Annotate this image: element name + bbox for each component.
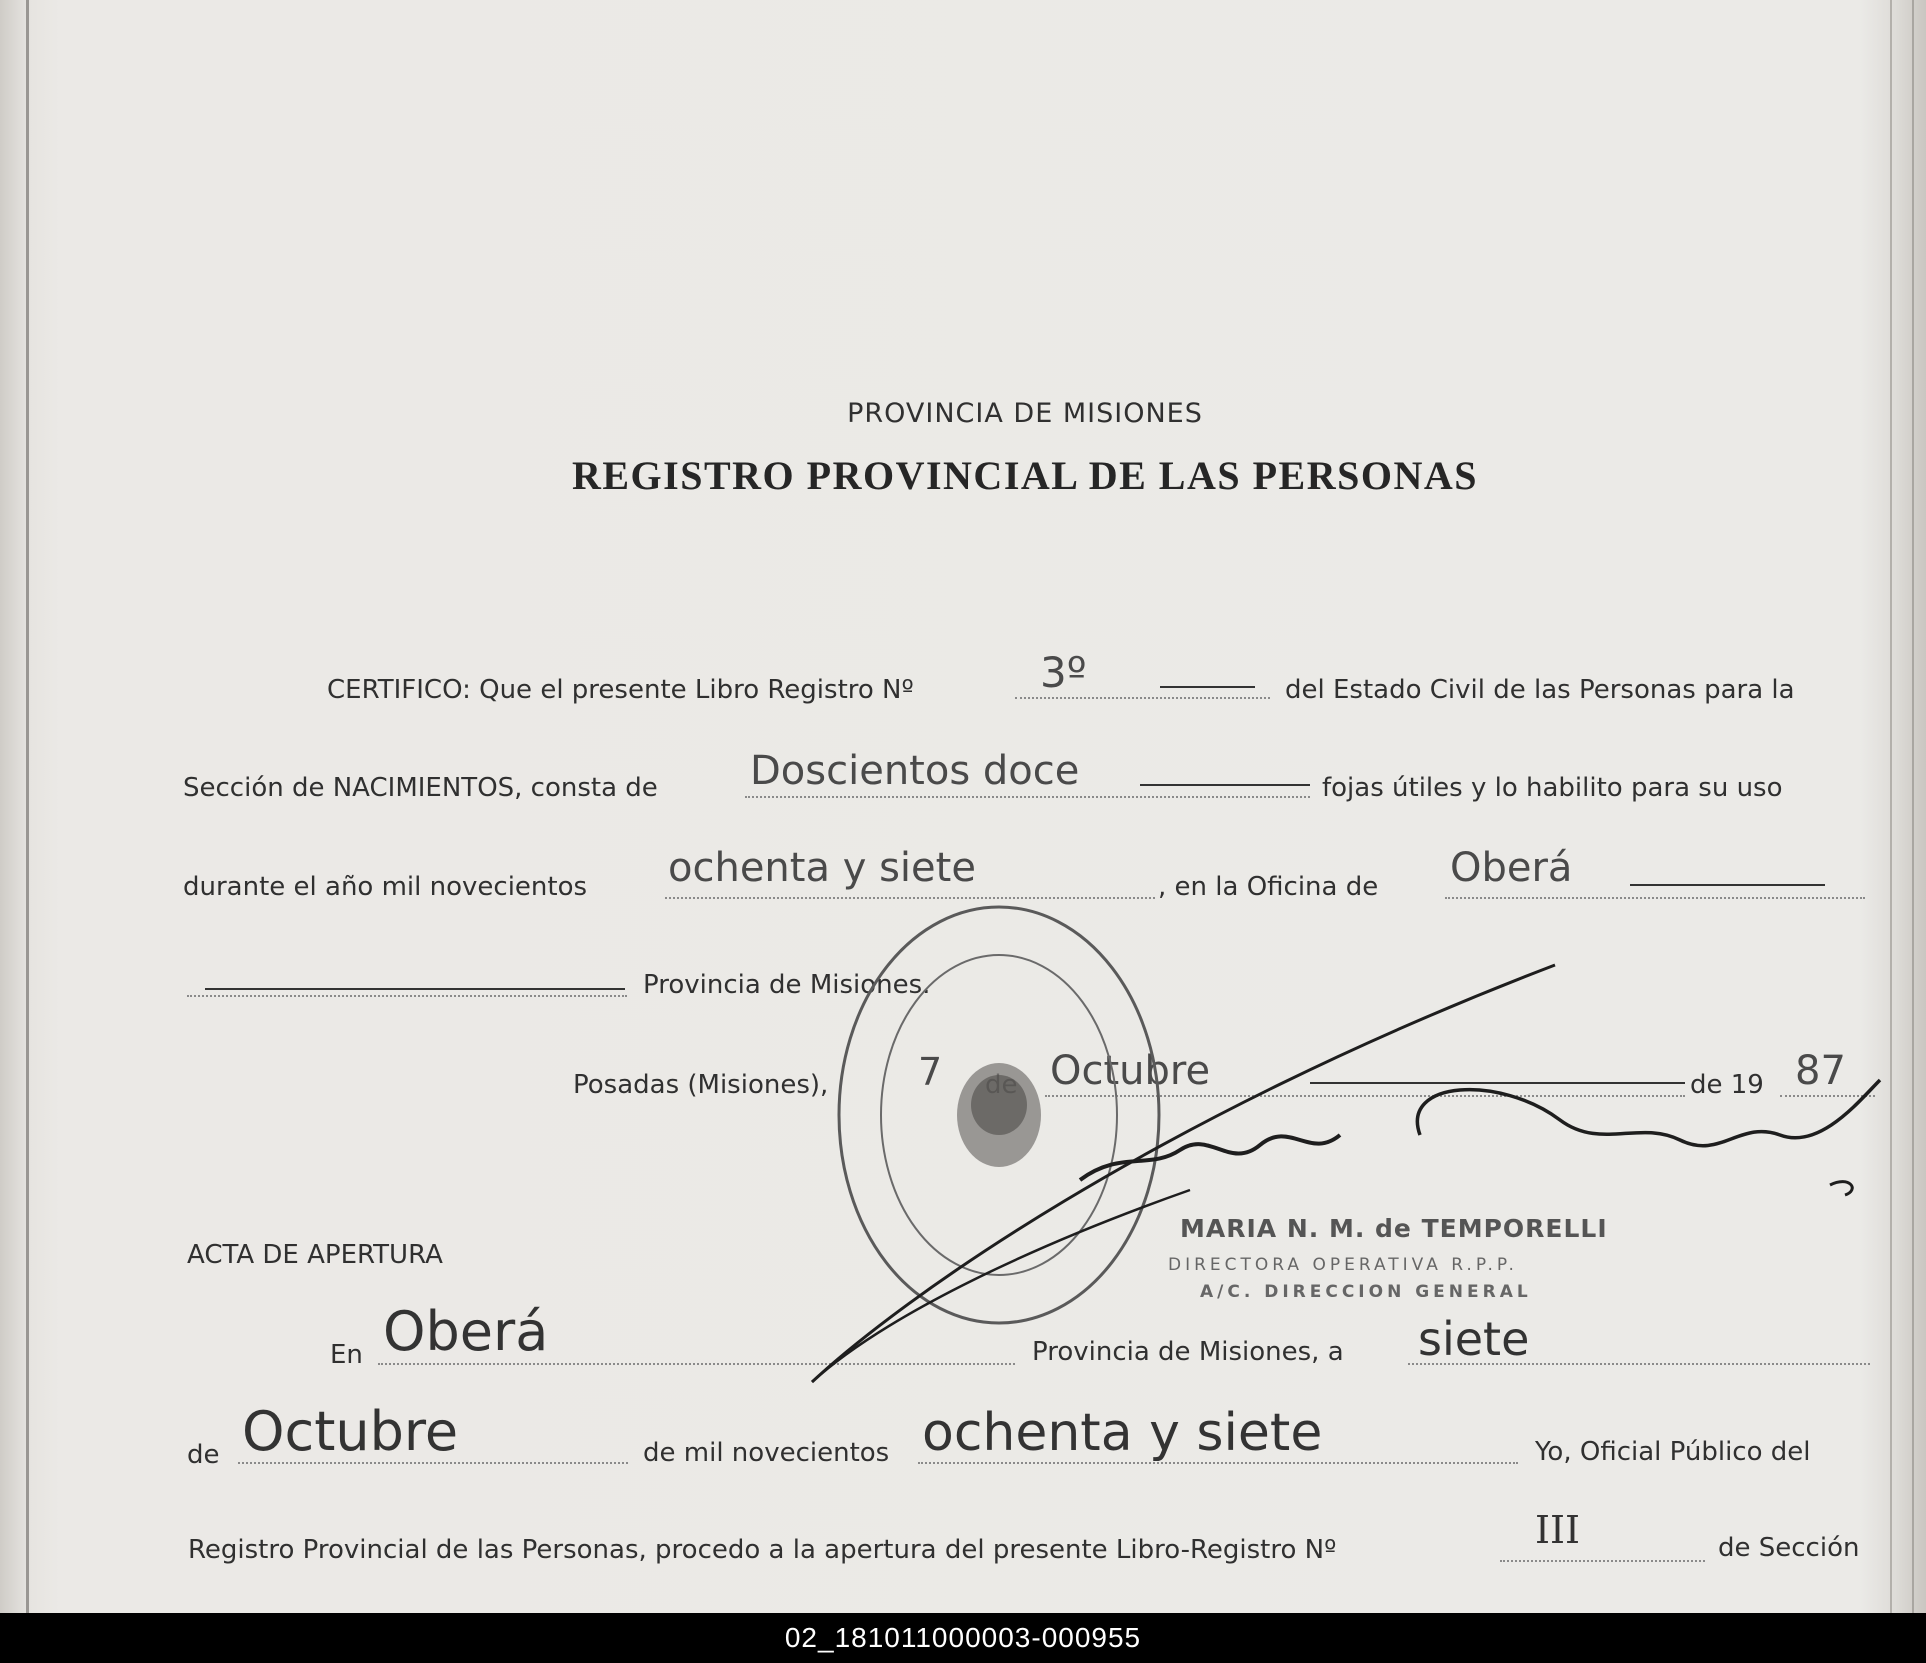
month-handwritten: Octubre: [1050, 1048, 1211, 1094]
acta-year-handwritten: ochenta y siete: [922, 1403, 1323, 1463]
cert-line1-start: CERTIFICO: Que el presente Libro Registro Nº: [327, 675, 914, 705]
acta-en: En: [330, 1340, 363, 1370]
cert-line3-start: durante el año mil novecientos: [183, 872, 588, 902]
acta-last-line: Registro Provincial de las Personas, procedo a la apertura del presente Libro-Registro Nº: [188, 1535, 1337, 1565]
acta-seccion: de Sección: [1718, 1533, 1860, 1563]
official-role-secondary: A/C. DIRECCION GENERAL: [1200, 1282, 1532, 1302]
official-role: DIRECTORA OPERATIVA R.P.P.: [1168, 1255, 1518, 1275]
image-id-caption: 02_181011000003-000955: [0, 1613, 1926, 1663]
place-label: Posadas (Misiones),: [573, 1070, 829, 1100]
book-number-handwritten: 3º: [1040, 648, 1087, 697]
cert-line2-end: fojas útiles y lo habilito para su uso: [1322, 773, 1783, 803]
cert-line4: Provincia de Misiones.: [643, 970, 931, 1000]
cert-line1-end: del Estado Civil de las Personas para la: [1285, 675, 1795, 705]
cert-line3-mid: , en la Oficina de: [1158, 872, 1379, 902]
acta-mil: de mil novecientos: [643, 1438, 890, 1468]
year-digits-handwritten: 87: [1795, 1048, 1846, 1094]
acta-yo: Yo, Oficial Público del: [1535, 1437, 1811, 1467]
official-name: MARIA N. M. de TEMPORELLI: [1180, 1214, 1608, 1243]
de-19-label: de 19: [1690, 1070, 1764, 1100]
registry-heading: REGISTRO PROVINCIAL DE LAS PERSONAS: [571, 453, 1478, 498]
acta-province: Provincia de Misiones, a: [1032, 1337, 1344, 1367]
acta-day-handwritten: siete: [1418, 1312, 1530, 1366]
province-heading: PROVINCIA DE MISIONES: [847, 398, 1203, 429]
day-handwritten: 7: [918, 1050, 943, 1094]
acta-city-handwritten: Oberá: [383, 1300, 549, 1363]
acta-title: ACTA DE APERTURA: [187, 1240, 443, 1270]
year-words-handwritten: ochenta y siete: [668, 845, 976, 891]
acta-de: de: [187, 1440, 220, 1470]
cert-line2-start: Sección de NACIMIENTOS, consta de: [183, 773, 658, 803]
pages-count-handwritten: Doscientos doce: [750, 748, 1080, 794]
office-handwritten: Oberá: [1450, 845, 1573, 891]
acta-month-handwritten: Octubre: [242, 1400, 459, 1463]
acta-book-roman-handwritten: III: [1535, 1508, 1581, 1552]
